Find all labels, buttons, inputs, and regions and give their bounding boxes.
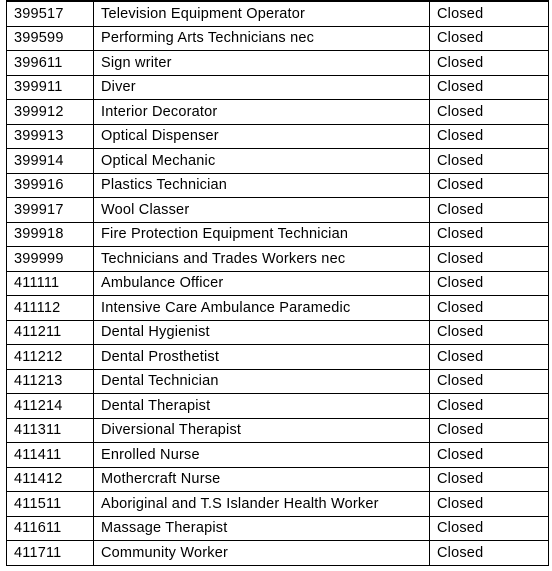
occupation-code-cell: 399599 xyxy=(7,26,94,51)
status-cell: Closed xyxy=(430,296,549,321)
table-row xyxy=(7,75,549,100)
status-cell: Closed xyxy=(430,222,549,247)
table-row xyxy=(7,222,549,247)
occupation-title-cell: Plastics Technician xyxy=(94,173,430,198)
occupation-title-cell: Massage Therapist xyxy=(94,516,430,541)
table-row xyxy=(7,516,549,541)
status-cell: Closed xyxy=(430,26,549,51)
table-row xyxy=(7,320,549,345)
occupation-title-cell: Dental Technician xyxy=(94,369,430,394)
occupation-title-cell: Dental Hygienist xyxy=(94,320,430,345)
occupation-code-cell: 411711 xyxy=(7,541,94,566)
occupation-title-cell: Dental Prosthetist xyxy=(94,345,430,370)
occupation-title-cell: Wool Classer xyxy=(94,198,430,223)
occupation-code-cell: 399999 xyxy=(7,247,94,272)
occupation-title-cell: Intensive Care Ambulance Paramedic xyxy=(94,296,430,321)
status-cell: Closed xyxy=(430,198,549,223)
table-row xyxy=(7,345,549,370)
table-row xyxy=(7,418,549,443)
occupation-title-cell: Television Equipment Operator xyxy=(94,1,430,26)
status-cell: Closed xyxy=(430,541,549,566)
occupation-code-cell: 399611 xyxy=(7,51,94,76)
occupation-code-cell: 411411 xyxy=(7,443,94,468)
occupation-code-cell: 399918 xyxy=(7,222,94,247)
table-row xyxy=(7,247,549,272)
status-cell: Closed xyxy=(430,369,549,394)
table-row xyxy=(7,173,549,198)
status-cell: Closed xyxy=(430,320,549,345)
table-row xyxy=(7,149,549,174)
table-row xyxy=(7,100,549,125)
occupation-code-cell: 399917 xyxy=(7,198,94,223)
table-row xyxy=(7,124,549,149)
occupation-title-cell: Interior Decorator xyxy=(94,100,430,125)
table-row xyxy=(7,467,549,492)
status-cell: Closed xyxy=(430,345,549,370)
status-cell: Closed xyxy=(430,516,549,541)
table-row xyxy=(7,541,549,566)
table-row xyxy=(7,1,549,26)
occupation-code-cell: 399911 xyxy=(7,75,94,100)
occupation-code-cell: 411511 xyxy=(7,492,94,517)
status-cell: Closed xyxy=(430,394,549,419)
occupation-code-cell: 399517 xyxy=(7,1,94,26)
occupation-code-cell: 411211 xyxy=(7,320,94,345)
occupation-title-cell: Aboriginal and T.S Islander Health Worker xyxy=(94,492,430,517)
occupation-title-cell: Diver xyxy=(94,75,430,100)
occupation-code-cell: 411212 xyxy=(7,345,94,370)
occupation-table xyxy=(6,0,549,566)
occupation-title-cell: Optical Dispenser xyxy=(94,124,430,149)
occupation-code-cell: 399914 xyxy=(7,149,94,174)
occupation-code-cell: 399912 xyxy=(7,100,94,125)
status-cell: Closed xyxy=(430,418,549,443)
status-cell: Closed xyxy=(430,492,549,517)
status-cell: Closed xyxy=(430,100,549,125)
status-cell: Closed xyxy=(430,75,549,100)
occupation-title-cell: Fire Protection Equipment Technician xyxy=(94,222,430,247)
table-row xyxy=(7,296,549,321)
table-row xyxy=(7,369,549,394)
status-cell: Closed xyxy=(430,271,549,296)
status-cell: Closed xyxy=(430,173,549,198)
occupation-code-cell: 399916 xyxy=(7,173,94,198)
table-row xyxy=(7,271,549,296)
occupation-code-cell: 411111 xyxy=(7,271,94,296)
occupation-title-cell: Mothercraft Nurse xyxy=(94,467,430,492)
occupation-code-cell: 411611 xyxy=(7,516,94,541)
occupation-code-cell: 411311 xyxy=(7,418,94,443)
table-row xyxy=(7,51,549,76)
occupation-title-cell: Enrolled Nurse xyxy=(94,443,430,468)
occupation-code-cell: 399913 xyxy=(7,124,94,149)
status-cell: Closed xyxy=(430,1,549,26)
occupation-title-cell: Ambulance Officer xyxy=(94,271,430,296)
occupation-title-cell: Performing Arts Technicians nec xyxy=(94,26,430,51)
occupation-title-cell: Optical Mechanic xyxy=(94,149,430,174)
status-cell: Closed xyxy=(430,467,549,492)
occupation-code-cell: 411112 xyxy=(7,296,94,321)
table-row xyxy=(7,394,549,419)
occupation-table-body xyxy=(7,1,549,565)
occupation-code-cell: 411214 xyxy=(7,394,94,419)
table-row xyxy=(7,26,549,51)
table-row xyxy=(7,198,549,223)
status-cell: Closed xyxy=(430,149,549,174)
occupation-title-cell: Sign writer xyxy=(94,51,430,76)
occupation-title-cell: Community Worker xyxy=(94,541,430,566)
status-cell: Closed xyxy=(430,124,549,149)
status-cell: Closed xyxy=(430,443,549,468)
occupation-title-cell: Technicians and Trades Workers nec xyxy=(94,247,430,272)
status-cell: Closed xyxy=(430,247,549,272)
occupation-title-cell: Dental Therapist xyxy=(94,394,430,419)
occupation-code-cell: 411412 xyxy=(7,467,94,492)
occupation-title-cell: Diversional Therapist xyxy=(94,418,430,443)
status-cell: Closed xyxy=(430,51,549,76)
table-row xyxy=(7,443,549,468)
table-row xyxy=(7,492,549,517)
occupation-code-cell: 411213 xyxy=(7,369,94,394)
occupation-table-wrapper xyxy=(6,0,548,566)
